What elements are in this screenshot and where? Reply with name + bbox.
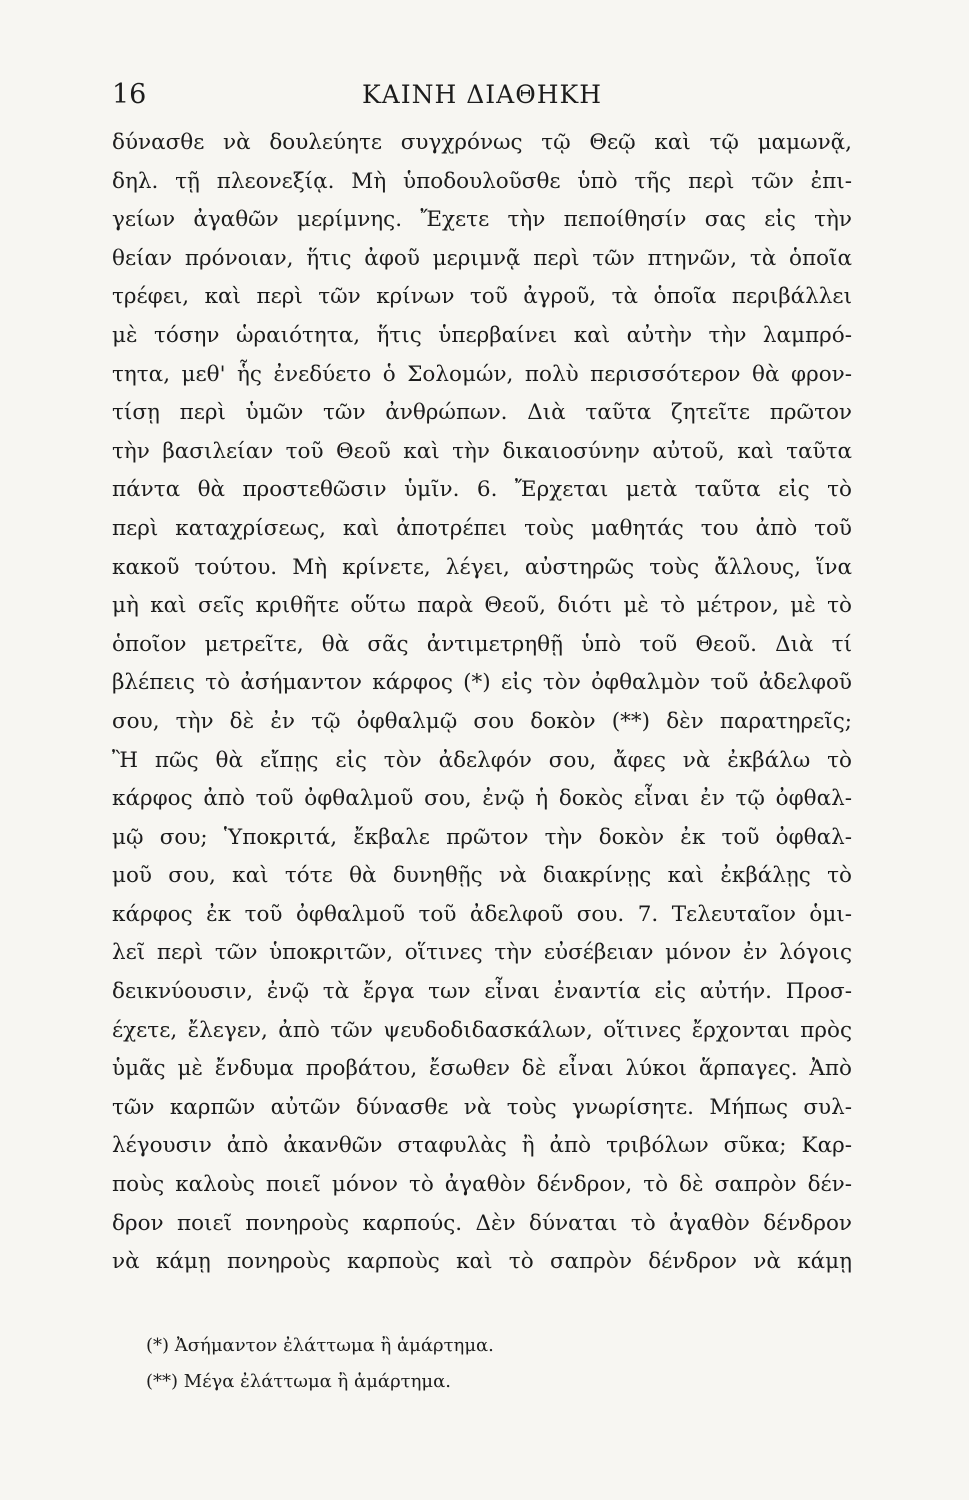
page-number: 16 [112, 79, 147, 110]
text-line: δύνασθε νὰ δουλεύητε συγχρόνως τῷ Θεῷ καὶ τῷ μαμωνᾷ, [112, 130, 852, 155]
text-line: τρέφει, καὶ περὶ τῶν κρίνων τοῦ ἀγροῦ, τὰ ὁποῖα περιβάλλει [112, 284, 852, 310]
text-line: λέγουσιν ἀπὸ ἀκανθῶν σταφυλὰς ἢ ἀπὸ τριβόλων σῦκα; Καρ- [112, 1133, 852, 1159]
body-text [112, 124, 852, 1282]
text-line: πάντα θὰ προστεθῶσιν ὑμῖν. 6. Ἔρχεται μετὰ ταῦτα εἰς τὸ [112, 477, 852, 503]
text-line: δεικνύουσιν, ἐνῷ τὰ ἔργα των εἶναι ἐναντία εἰς αὐτήν. Προσ- [112, 979, 852, 1005]
text-line: έχετε, ἔλεγεν, ἀπὸ τῶν ψευδοδιδασκάλων, οἵτινες ἔρχονται πρὸς [112, 1017, 852, 1043]
footnote: (**) Μέγα ἐλάττωμα ἢ ἁμάρτημα. [146, 1371, 451, 1392]
text-line: μὲ τόσην ὡραιότητα, ἥτις ὑπερβαίνει καὶ αὐτὴν τὴν λαμπρό- [112, 322, 852, 348]
text-line: μὴ καὶ σεῖς κριθῆτε οὕτω παρὰ Θεοῦ, διότι μὲ τὸ μέτρον, μὲ τὸ [112, 593, 852, 619]
text-line: θείαν πρόνοιαν, ἥτις ἀφοῦ μεριμνᾷ περὶ τῶν πτηνῶν, τὰ ὁποῖα [112, 245, 852, 271]
text-line: κακοῦ τούτου. Μὴ κρίνετε, λέγει, αὐστηρῶς τοὺς ἄλλους, ἵνα [112, 554, 852, 580]
text-line: βλέπεις τὸ ἀσήμαντον κάρφος (*) εἰς τὸν ὀφθαλμὸν τοῦ ἀδελφοῦ [112, 670, 852, 696]
text-line: κάρφος ἀπὸ τοῦ ὀφθαλμοῦ σου, ἐνῷ ἡ δοκὸς εἶναι ἐν τῷ ὀφθαλ- [112, 786, 852, 812]
text-line: περὶ καταχρίσεως, καὶ ἀποτρέπει τοὺς μαθητάς του ἀπὸ τοῦ [112, 515, 852, 541]
text-line: ποὺς καλοὺς ποιεῖ μόνον τὸ ἀγαθὸν δένδρον, τὸ δὲ σαπρὸν δέν- [112, 1172, 852, 1198]
text-line: μῷ σου; Ὑποκριτά, ἔκβαλε πρῶτον τὴν δοκὸν ἐκ τοῦ ὀφθαλ- [112, 824, 852, 850]
text-line: δρον ποιεῖ πονηροὺς καρπούς. Δὲν δύναται τὸ ἀγαθὸν δένδρον [112, 1210, 852, 1236]
text-line: τὴν βασιλείαν τοῦ Θεοῦ καὶ τὴν δικαιοσύνην αὐτοῦ, καὶ ταῦτα [112, 438, 852, 464]
text-line: τητα, μεθ' ἧς ἐνεδύετο ὁ Σολομών, πολὺ περισσότερον θὰ φρον- [112, 361, 852, 387]
footnotes [146, 1328, 846, 1400]
footnote: (*) Ἀσήμαντον ἐλάττωμα ἢ ἁμάρτημα. [146, 1335, 494, 1356]
running-title: ΚΑΙΝΗ ΔΙΑΘΗΚΗ [362, 80, 602, 109]
text-line: τίσῃ περὶ ὑμῶν τῶν ἀνθρώπων. Διὰ ταῦτα ζητεῖτε πρῶτον [112, 400, 852, 426]
text-line: σου, τὴν δὲ ἐν τῷ ὀφθαλμῷ σου δοκὸν (**) δὲν παρατηρεῖς; [112, 708, 852, 734]
text-line: τῶν καρπῶν αὐτῶν δύνασθε νὰ τοὺς γνωρίσητε. Μήπως συλ- [112, 1094, 852, 1120]
text-line: γείων ἀγαθῶν μερίμνης. Ἔχετε τὴν πεποίθησίν σας εἰς τὴν [112, 207, 852, 233]
text-line: δηλ. τῇ πλεονεξίᾳ. Μὴ ὑποδουλοῦσθε ὑπὸ τῆς περὶ τῶν ἐπι- [112, 168, 852, 194]
text-line: νὰ κάμῃ πονηροὺς καρποὺς καὶ τὸ σαπρὸν δένδρον νὰ κάμῃ [112, 1249, 852, 1275]
text-line: ὁποῖον μετρεῖτε, θὰ σᾶς ἀντιμετρηθῇ ὑπὸ τοῦ Θεοῦ. Διὰ τί [112, 631, 852, 657]
running-head [112, 78, 852, 118]
text-line: κάρφος ἐκ τοῦ ὀφθαλμοῦ τοῦ ἀδελφοῦ σου. 7. Τελευταῖον ὁμι- [112, 901, 852, 927]
text-line: λεῖ περὶ τῶν ὑποκριτῶν, οἵτινες τὴν εὐσέβειαν μόνον ἐν λόγοις [112, 940, 852, 966]
text-line: Ἢ πῶς θὰ εἴπῃς εἰς τὸν ἀδελφόν σου, ἄφες νὰ ἐκβάλω τὸ [112, 747, 852, 773]
text-line: ὑμᾶς μὲ ἔνδυμα προβάτου, ἔσωθεν δὲ εἶναι λύκοι ἅρπαγες. Ἀπὸ [112, 1056, 852, 1082]
text-line: μοῦ σου, καὶ τότε θὰ δυνηθῇς νὰ διακρίνῃς καὶ ἐκβάλῃς τὸ [112, 863, 852, 889]
